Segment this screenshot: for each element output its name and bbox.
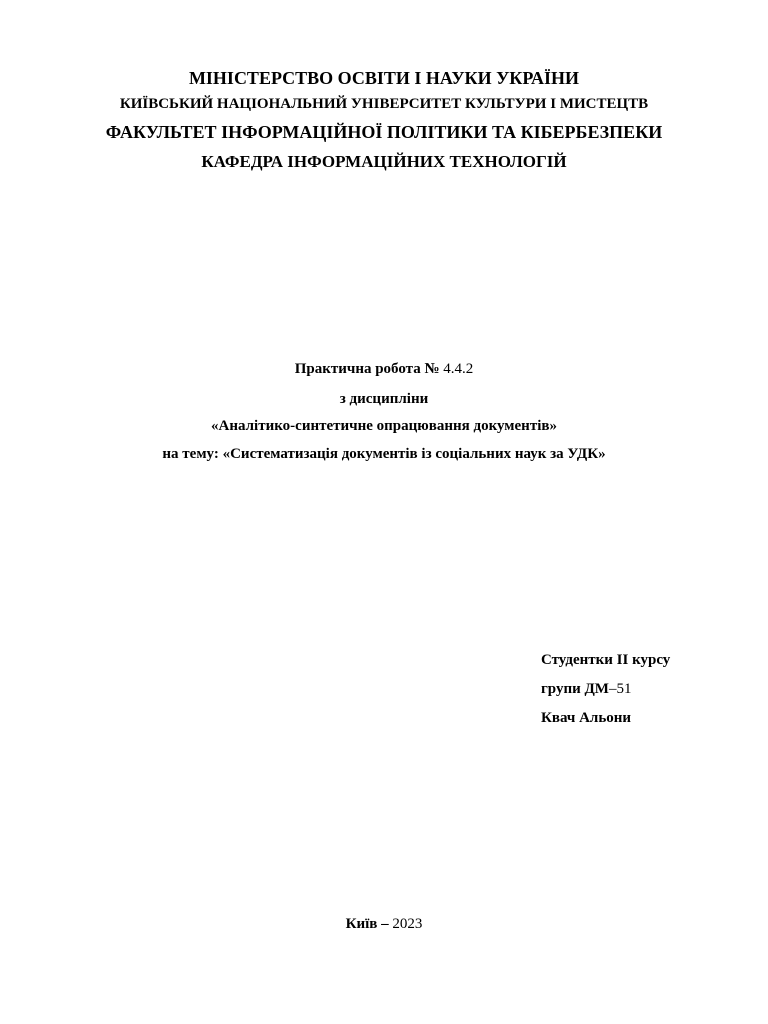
- student-name: Квач Альони: [541, 710, 632, 726]
- work-title: [0, 361, 768, 378]
- university-name: КИЇВСЬКИЙ НАЦІОНАЛЬНИЙ УНІВЕРСИТЕТ КУЛЬТУРИ І МИСТЕЦТВ: [119, 96, 649, 112]
- work-topic: на тему: «Систематизація документів із соціальних наук за УДК»: [162, 446, 606, 462]
- year: 2023: [392, 916, 423, 932]
- student-group: [541, 681, 670, 710]
- faculty-name: ФАКУЛЬТЕТ ІНФОРМАЦІЙНОЇ ПОЛІТИКИ ТА КІБЕРБЕЗПЕКИ: [105, 122, 663, 142]
- city-name: Київ –: [345, 916, 393, 932]
- city-year: [0, 916, 768, 933]
- group-number: –51: [608, 681, 632, 697]
- subject-name: «Аналітико-синтетичне опрацювання документів»: [211, 418, 557, 434]
- work-number: 4.4.2: [443, 361, 474, 377]
- department-name: КАФЕДРА ІНФОРМАЦІЙНИХ ТЕХНОЛОГІЙ: [201, 152, 567, 171]
- ministry-name: МІНІСТЕРСТВО ОСВІТИ І НАУКИ УКРАЇНИ: [188, 68, 580, 88]
- discipline-label: з дисципліни: [339, 391, 429, 407]
- work-label: Практична робота №: [294, 361, 444, 377]
- group-label: групи ДМ: [541, 681, 609, 697]
- student-info: [541, 652, 670, 739]
- student-course: Студентки ІІ курсу: [541, 652, 671, 668]
